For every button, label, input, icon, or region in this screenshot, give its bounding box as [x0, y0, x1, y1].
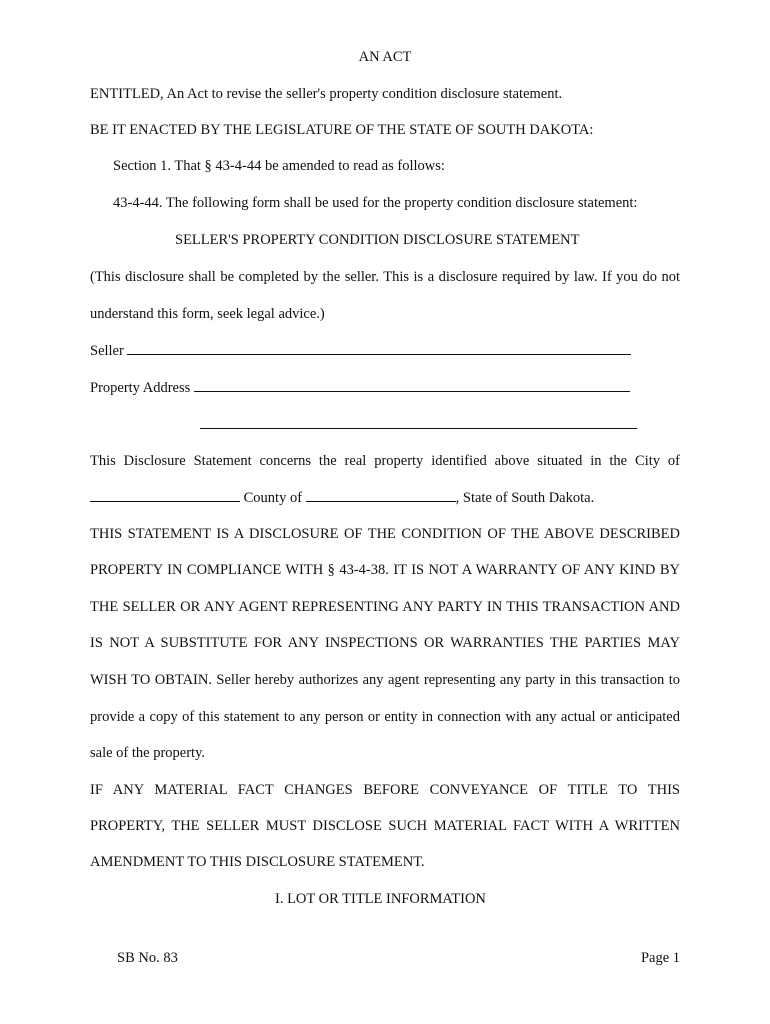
statement-line-2: PROPERTY IN COMPLIANCE WITH § 43-4-38. IT IS NOT A WARRANTY OF ANY KIND BY	[90, 562, 680, 578]
entitled-line: ENTITLED, An Act to revise the seller's property condition disclosure statement.	[90, 86, 563, 102]
city-field[interactable]	[90, 488, 240, 502]
section-heading: I. LOT OR TITLE INFORMATION	[275, 891, 486, 907]
statement-line-3: THE SELLER OR ANY AGENT REPRESENTING ANY PARTY IN THIS TRANSACTION AND	[90, 599, 680, 615]
county-field[interactable]	[306, 488, 456, 502]
intro-line-1: (This disclosure shall be completed by the seller. This is a disclosure required by law. If you do not	[90, 269, 680, 285]
city-county-row	[90, 488, 594, 507]
seller-row	[90, 341, 631, 360]
statement-line-4: IS NOT A SUBSTITUTE FOR ANY INSPECTIONS OR WARRANTIES THE PARTIES MAY	[90, 635, 680, 651]
address-field-2[interactable]	[200, 414, 637, 429]
seller-label: Seller	[90, 343, 124, 359]
footer-page-number: Page 1	[640, 950, 680, 966]
material-line-3: AMENDMENT TO THIS DISCLOSURE STATEMENT.	[90, 854, 425, 870]
seller-field[interactable]	[127, 341, 631, 355]
address-label: Property Address	[90, 380, 191, 396]
concerns-line-1: This Disclosure Statement concerns the real property identified above situated in the City of	[90, 453, 680, 469]
act-heading: AN ACT	[358, 49, 412, 65]
state-text: , State of South Dakota.	[455, 490, 595, 506]
statement-line-1: THIS STATEMENT IS A DISCLOSURE OF THE CONDITION OF THE ABOVE DESCRIBED	[90, 526, 680, 542]
section-1-line: Section 1. That § 43-4-44 be amended to read as follows:	[113, 158, 445, 174]
statement-line-7: sale of the property.	[90, 745, 206, 761]
form-title: SELLER'S PROPERTY CONDITION DISCLOSURE STATEMENT	[175, 232, 580, 248]
county-label: County of	[243, 490, 303, 506]
material-line-1: IF ANY MATERIAL FACT CHANGES BEFORE CONVEYANCE OF TITLE TO THIS	[90, 782, 680, 798]
address-field-1[interactable]	[194, 378, 630, 392]
enacted-line: BE IT ENACTED BY THE LEGISLATURE OF THE STATE OF SOUTH DAKOTA:	[90, 122, 594, 138]
footer-bill-number: SB No. 83	[117, 950, 178, 966]
intro-line-2: understand this form, seek legal advice.)	[90, 306, 325, 322]
statement-line-5: WISH TO OBTAIN. Seller hereby authorizes any agent representing any party in this transaction to	[90, 672, 680, 688]
statement-line-6: provide a copy of this statement to any person or entity in connection with any actual or anticipated	[90, 709, 680, 725]
section-text-line: 43-4-44. The following form shall be used for the property condition disclosure statement:	[113, 195, 638, 211]
address-row	[90, 378, 630, 397]
material-line-2: PROPERTY, THE SELLER MUST DISCLOSE SUCH MATERIAL FACT WITH A WRITTEN	[90, 818, 680, 834]
